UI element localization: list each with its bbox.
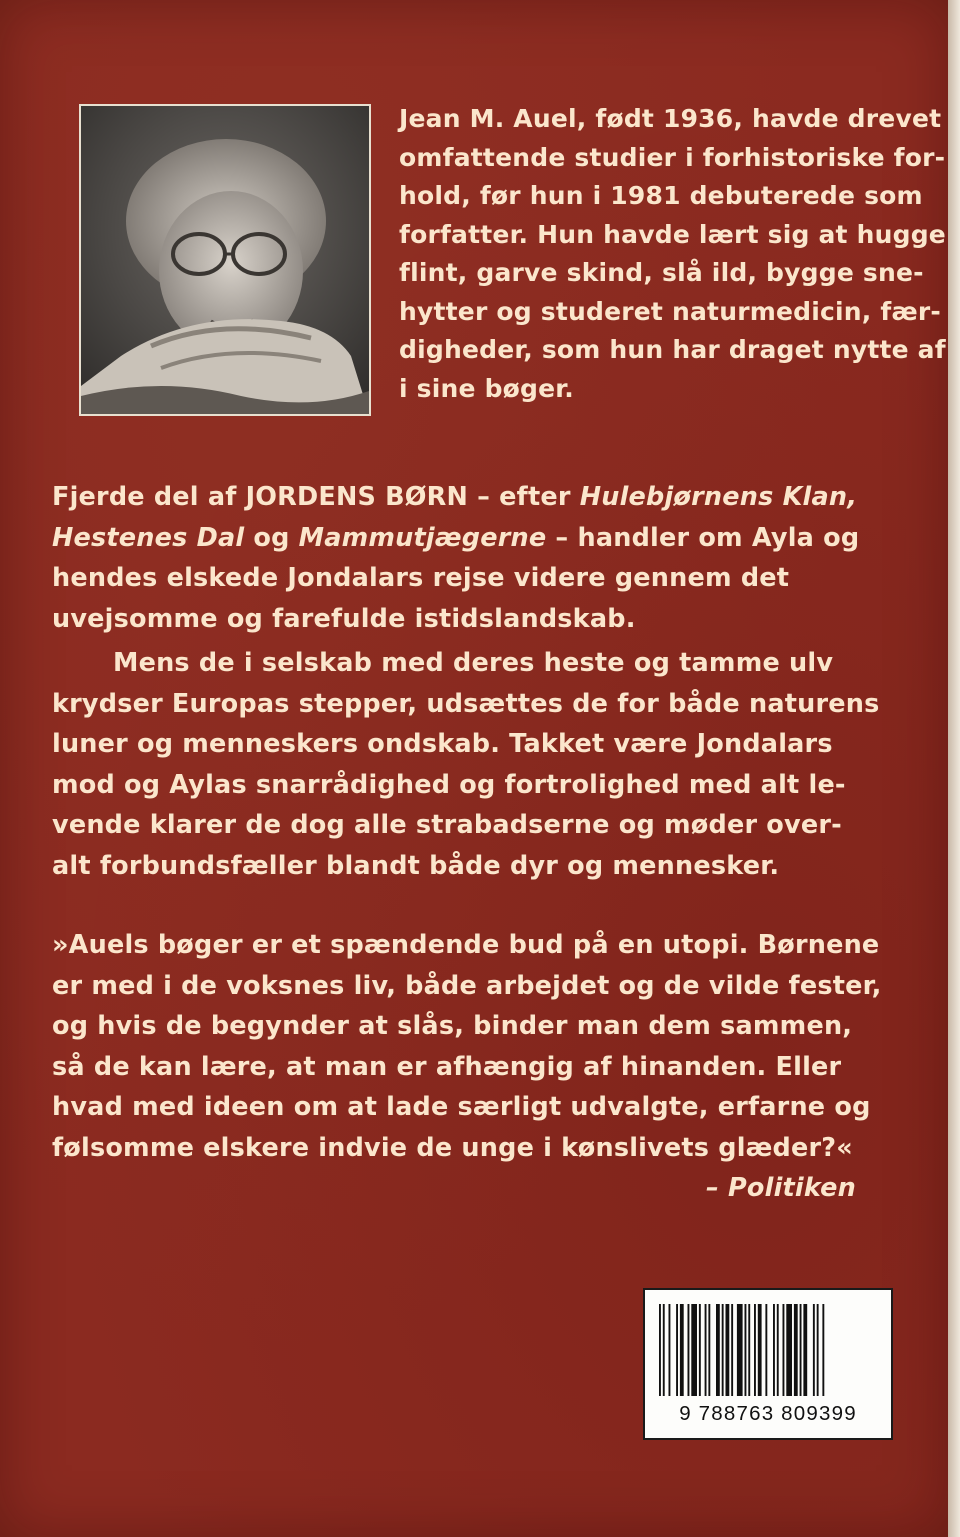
description-line: Mens de i selskab med deres heste og tamme ulv (113, 648, 834, 678)
bio-line: hold, før hun i 1981 debuterede som (399, 181, 923, 210)
review-quote (52, 925, 882, 1209)
description-line: uvejsomme og farefulde istidslandskab. (52, 603, 636, 634)
author-bio (399, 100, 946, 408)
bio-line: flint, garve skind, slå ild, bygge sne- (399, 258, 924, 287)
book-title-hestenes-dal: Hestenes Dal (52, 522, 245, 553)
description-line: luner og menneskers ondskab. Takket være Jondalars (52, 729, 833, 759)
author-portrait-image (81, 106, 369, 414)
bio-line: digheder, som hun har draget nytte af (399, 335, 946, 364)
review-line: følsomme elskere indvie de unge i kønslivets glæder?« (52, 1132, 853, 1163)
barcode-bars (645, 1290, 891, 1402)
description-text: – handler om Ayla og (546, 522, 860, 553)
review-line: er med i de voksnes liv, både arbejdet og de vilde fester, (52, 970, 882, 1001)
description-line: mod og Aylas snarrådighed og fortrolighed med alt le- (52, 769, 846, 800)
review-attribution: – Politiken (706, 1173, 856, 1203)
bio-line: i sine bøger. (399, 373, 574, 403)
bio-line: forfatter. Hun havde lært sig at hugge (399, 219, 946, 249)
review-line: »Auels bøger er et spændende bud på en utopi. Børnene (52, 930, 880, 960)
description-line (52, 518, 880, 559)
description-line: alt forbundsfæller blandt både dyr og mennesker. (52, 850, 780, 881)
page-edge (948, 0, 960, 1537)
book-title-mammutjaegerne: Mammutjægerne (298, 522, 547, 553)
isbn-barcode (643, 1288, 893, 1440)
author-photo (79, 104, 371, 416)
isbn-number: 9 788763 809399 (679, 1402, 857, 1425)
description-text: Fjerde del af JORDENS BØRN – efter (52, 482, 580, 512)
review-line: og hvis de begynder at slås, binder man dem sammen, (52, 1011, 853, 1041)
bio-line: omfattende studier i forhistoriske for- (399, 142, 946, 172)
bio-line: Jean M. Auel, født 1936, havde drevet (399, 104, 942, 133)
bio-line: hytter og studeret naturmedicin, fær- (399, 296, 941, 326)
description-line: krydser Europas stepper, udsættes de for både naturens (52, 688, 880, 719)
book-title-hulebjornens-klan: Hulebjørnens Klan, (579, 482, 858, 512)
description-line: hendes elskede Jondalars rejse videre gennem det (52, 563, 790, 593)
description-line (52, 477, 880, 518)
description-line: vende klarer de dog alle strabadserne og møder over- (52, 810, 842, 840)
book-description (52, 477, 880, 886)
review-line: hvad med ideen om at lade særligt udvalgte, erfarne og (52, 1092, 871, 1122)
review-line: så de kan lære, at man er afhængig af hinanden. Eller (52, 1051, 842, 1082)
description-text: og (244, 522, 299, 553)
